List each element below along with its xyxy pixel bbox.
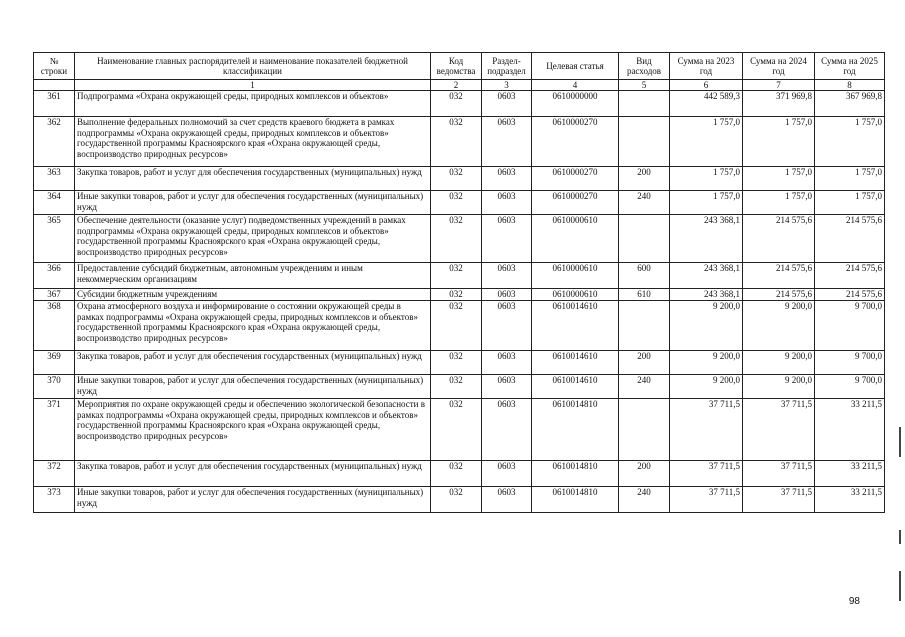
sum-2024-cell: 214 575,6 xyxy=(743,215,815,263)
sum-2024-cell: 214 575,6 xyxy=(743,289,815,301)
sum-2024-cell: 9 200,0 xyxy=(743,351,815,375)
target-article-cell: 0610014610 xyxy=(532,301,619,351)
section-cell: 0603 xyxy=(482,375,532,399)
section-cell: 0603 xyxy=(482,461,532,487)
target-article-cell: 0610000270 xyxy=(532,117,619,167)
expense-type-cell: 240 xyxy=(619,487,670,513)
row-number-cell: 369 xyxy=(34,351,75,375)
expense-type-cell xyxy=(619,91,670,117)
column-number: 7 xyxy=(743,80,815,91)
target-article-cell: 0610000270 xyxy=(532,191,619,215)
section-cell: 0603 xyxy=(482,399,532,461)
column-number-row xyxy=(34,80,885,91)
dept-code-cell: 032 xyxy=(431,301,482,351)
section-cell: 0603 xyxy=(482,117,532,167)
sum-2024-cell: 1 757,0 xyxy=(743,191,815,215)
row-name-cell: Закупка товаров, работ и услуг для обеспечения государственных (муниципальных) нужд xyxy=(75,167,431,191)
table-row xyxy=(34,351,885,375)
sum-2023-cell: 37 711,5 xyxy=(670,399,743,461)
table-row xyxy=(34,487,885,513)
sum-2025-cell: 9 700,0 xyxy=(815,301,885,351)
expense-type-cell: 200 xyxy=(619,461,670,487)
sum-2024-cell: 214 575,6 xyxy=(743,263,815,289)
target-article-cell: 0610000610 xyxy=(532,215,619,263)
header-row-no: № строки xyxy=(34,53,75,80)
dept-code-cell: 032 xyxy=(431,399,482,461)
column-number: 5 xyxy=(619,80,670,91)
dept-code-cell: 032 xyxy=(431,91,482,117)
row-number-cell: 364 xyxy=(34,191,75,215)
table-row xyxy=(34,91,885,117)
section-cell: 0603 xyxy=(482,191,532,215)
sum-2025-cell: 214 575,6 xyxy=(815,289,885,301)
row-number-cell: 371 xyxy=(34,399,75,461)
row-name-cell: Иные закупки товаров, работ и услуг для обеспечения государственных (муниципальных) нужд xyxy=(75,375,431,399)
header-dept-code: Код ведомства xyxy=(431,53,482,80)
table-row xyxy=(34,215,885,263)
column-number: 2 xyxy=(431,80,482,91)
section-cell: 0603 xyxy=(482,263,532,289)
dept-code-cell: 032 xyxy=(431,117,482,167)
row-number-cell: 365 xyxy=(34,215,75,263)
expense-type-cell: 610 xyxy=(619,289,670,301)
row-name-cell: Обеспечение деятельности (оказание услуг) подведомственных учреждений в рамках подпрограммы «Охрана окружающей среды, природных комплексов и объектов» государственной программы Красноярского края «Охрана окружающей среды, воспроизводство природных ресурсов» xyxy=(75,215,431,263)
header-sum-2023: Сумма на 2023 год xyxy=(670,53,743,80)
column-number: 8 xyxy=(815,80,885,91)
column-number xyxy=(34,80,75,91)
header-sum-2025: Сумма на 2025 год xyxy=(815,53,885,80)
row-number-cell: 373 xyxy=(34,487,75,513)
row-number-cell: 368 xyxy=(34,301,75,351)
column-number: 1 xyxy=(75,80,431,91)
header-section: Раздел-подраздел xyxy=(482,53,532,80)
table-row xyxy=(34,167,885,191)
budget-table xyxy=(33,52,885,513)
sum-2023-cell: 442 589,3 xyxy=(670,91,743,117)
row-number-cell: 361 xyxy=(34,91,75,117)
target-article-cell: 0610000610 xyxy=(532,263,619,289)
target-article-cell: 0610000610 xyxy=(532,289,619,301)
sum-2023-cell: 37 711,5 xyxy=(670,461,743,487)
target-article-cell: 0610014610 xyxy=(532,375,619,399)
row-name-cell: Предоставление субсидий бюджетным, автономным учреждениям и иным некоммерческим организациям xyxy=(75,263,431,289)
dept-code-cell: 032 xyxy=(431,351,482,375)
sum-2024-cell: 9 200,0 xyxy=(743,375,815,399)
table-row xyxy=(34,289,885,301)
table-body xyxy=(34,91,885,513)
expense-type-cell xyxy=(619,215,670,263)
header-sum-2024: Сумма на 2024 год xyxy=(743,53,815,80)
sum-2024-cell: 1 757,0 xyxy=(743,167,815,191)
table-row xyxy=(34,263,885,289)
scan-edge-mark xyxy=(899,530,901,544)
expense-type-cell: 200 xyxy=(619,351,670,375)
dept-code-cell: 032 xyxy=(431,289,482,301)
row-name-cell: Закупка товаров, работ и услуг для обеспечения государственных (муниципальных) нужд xyxy=(75,351,431,375)
row-name-cell: Охрана атмосферного воздуха и информирование о состоянии окружающей среды в рамках подпрограммы «Охрана окружающей среды, природных комплексов и объектов» государственной программы Красноярского края «Охрана окружающей среды, воспроизводство природных ресурсов» xyxy=(75,301,431,351)
sum-2024-cell: 37 711,5 xyxy=(743,461,815,487)
expense-type-cell: 240 xyxy=(619,191,670,215)
row-number-cell: 363 xyxy=(34,167,75,191)
sum-2025-cell: 1 757,0 xyxy=(815,167,885,191)
sum-2025-cell: 33 211,5 xyxy=(815,487,885,513)
row-name-cell: Иные закупки товаров, работ и услуг для обеспечения государственных (муниципальных) нужд xyxy=(75,191,431,215)
header-target: Целевая статья xyxy=(532,53,619,80)
dept-code-cell: 032 xyxy=(431,191,482,215)
column-number: 3 xyxy=(482,80,532,91)
table-header-row xyxy=(34,53,885,80)
sum-2025-cell: 1 757,0 xyxy=(815,191,885,215)
row-number-cell: 362 xyxy=(34,117,75,167)
sum-2025-cell: 214 575,6 xyxy=(815,263,885,289)
dept-code-cell: 032 xyxy=(431,461,482,487)
target-article-cell: 0610014610 xyxy=(532,351,619,375)
section-cell: 0603 xyxy=(482,167,532,191)
expense-type-cell xyxy=(619,399,670,461)
sum-2024-cell: 1 757,0 xyxy=(743,117,815,167)
expense-type-cell: 200 xyxy=(619,167,670,191)
header-name: Наименование главных распорядителей и наименование показателей бюджетной классификации xyxy=(75,53,431,80)
row-name-cell: Подпрограмма «Охрана окружающей среды, природных комплексов и объектов» xyxy=(75,91,431,117)
expense-type-cell xyxy=(619,301,670,351)
section-cell: 0603 xyxy=(482,289,532,301)
row-name-cell: Иные закупки товаров, работ и услуг для обеспечения государственных (муниципальных) нужд xyxy=(75,487,431,513)
section-cell: 0603 xyxy=(482,91,532,117)
sum-2025-cell: 1 757,0 xyxy=(815,117,885,167)
sum-2023-cell: 243 368,1 xyxy=(670,263,743,289)
sum-2025-cell: 9 700,0 xyxy=(815,375,885,399)
sum-2025-cell: 33 211,5 xyxy=(815,399,885,461)
expense-type-cell: 240 xyxy=(619,375,670,399)
row-number-cell: 366 xyxy=(34,263,75,289)
sum-2023-cell: 243 368,1 xyxy=(670,289,743,301)
row-number-cell: 367 xyxy=(34,289,75,301)
table-row xyxy=(34,191,885,215)
sum-2023-cell: 9 200,0 xyxy=(670,351,743,375)
sum-2025-cell: 9 700,0 xyxy=(815,351,885,375)
row-number-cell: 370 xyxy=(34,375,75,399)
dept-code-cell: 032 xyxy=(431,375,482,399)
sum-2023-cell: 37 711,5 xyxy=(670,487,743,513)
row-name-cell: Мероприятия по охране окружающей среды и обеспечению экологической безопасности в рамках подпрограммы «Охрана окружающей среды, природных комплексов и объектов» государственной программы Красноярского края «Охрана окружающей среды, воспроизводство природных ресурсов» xyxy=(75,399,431,461)
sum-2023-cell: 243 368,1 xyxy=(670,215,743,263)
row-number-cell: 372 xyxy=(34,461,75,487)
sum-2025-cell: 367 969,8 xyxy=(815,91,885,117)
target-article-cell: 0610014810 xyxy=(532,461,619,487)
dept-code-cell: 032 xyxy=(431,215,482,263)
header-expense-type: Вид расходов xyxy=(619,53,670,80)
scan-edge-mark xyxy=(899,427,901,457)
table-row xyxy=(34,461,885,487)
row-name-cell: Субсидии бюджетным учреждениям xyxy=(75,289,431,301)
row-name-cell: Выполнение федеральных полномочий за счет средств краевого бюджета в рамках подпрограммы «Охрана окружающей среды, природных комплексов и объектов» государственной программы Красноярского края «Охрана окружающей среды, воспроизводство природных ресурсов» xyxy=(75,117,431,167)
table-row xyxy=(34,117,885,167)
row-name-cell: Закупка товаров, работ и услуг для обеспечения государственных (муниципальных) нужд xyxy=(75,461,431,487)
page-number: 98 xyxy=(848,596,860,607)
sum-2024-cell: 9 200,0 xyxy=(743,301,815,351)
sum-2024-cell: 37 711,5 xyxy=(743,487,815,513)
sum-2023-cell: 9 200,0 xyxy=(670,375,743,399)
table-row xyxy=(34,301,885,351)
sum-2025-cell: 214 575,6 xyxy=(815,215,885,263)
sum-2024-cell: 371 969,8 xyxy=(743,91,815,117)
scan-edge-mark xyxy=(899,571,901,601)
table-row xyxy=(34,399,885,461)
dept-code-cell: 032 xyxy=(431,487,482,513)
target-article-cell: 0610000270 xyxy=(532,167,619,191)
section-cell: 0603 xyxy=(482,351,532,375)
sum-2023-cell: 1 757,0 xyxy=(670,167,743,191)
column-number: 6 xyxy=(670,80,743,91)
target-article-cell: 0610014810 xyxy=(532,399,619,461)
expense-type-cell: 600 xyxy=(619,263,670,289)
table-row xyxy=(34,375,885,399)
sum-2023-cell: 9 200,0 xyxy=(670,301,743,351)
expense-type-cell xyxy=(619,117,670,167)
dept-code-cell: 032 xyxy=(431,263,482,289)
section-cell: 0603 xyxy=(482,301,532,351)
dept-code-cell: 032 xyxy=(431,167,482,191)
section-cell: 0603 xyxy=(482,215,532,263)
column-number: 4 xyxy=(532,80,619,91)
sum-2024-cell: 37 711,5 xyxy=(743,399,815,461)
sum-2023-cell: 1 757,0 xyxy=(670,117,743,167)
section-cell: 0603 xyxy=(482,487,532,513)
sum-2023-cell: 1 757,0 xyxy=(670,191,743,215)
target-article-cell: 0610014810 xyxy=(532,487,619,513)
target-article-cell: 0610000000 xyxy=(532,91,619,117)
sum-2025-cell: 33 211,5 xyxy=(815,461,885,487)
